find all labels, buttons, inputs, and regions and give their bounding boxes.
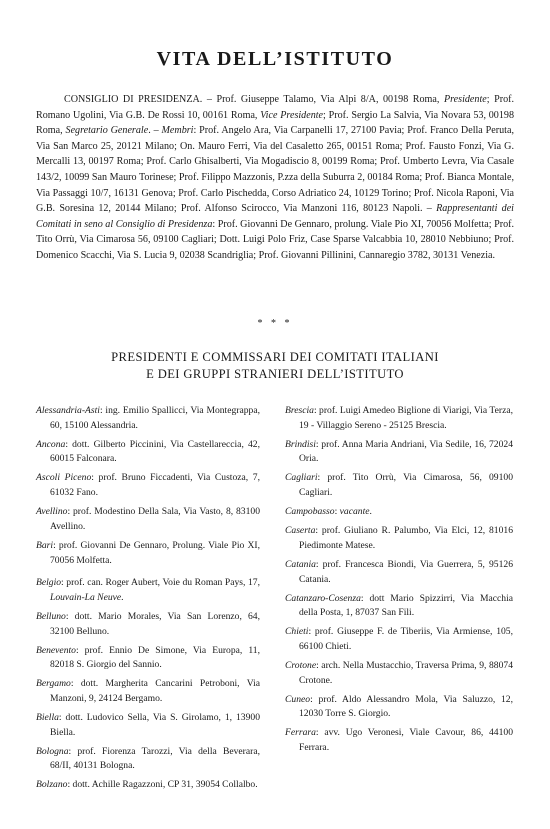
committees-left-column bbox=[36, 404, 260, 797]
text-segment: ; Prof. Sergio La Salvia, Via Novara 53, 00198 Roma, bbox=[36, 109, 514, 137]
committee-city: Catania bbox=[285, 558, 316, 570]
italic-text-segment: Presidente bbox=[443, 94, 487, 105]
text-segment: CONSIGLIO DI PRESIDENZA. – Prof. Giuseppe Talamo, Via Alpi 8/A, 00198 Roma, bbox=[64, 94, 444, 105]
text-segment: : dott. Achille Ragazzoni, CP 31, 39054 Collalbo. bbox=[67, 779, 258, 791]
section-subtitle bbox=[0, 349, 550, 383]
committee-entry bbox=[36, 778, 260, 793]
text-segment: : prof. Aldo Alessandro Mola, Via Saluzzo, 12, 12030 Torre S. Giorgio. bbox=[299, 693, 513, 720]
committee-entry bbox=[36, 644, 260, 673]
committee-entry bbox=[36, 610, 260, 639]
italic-text-segment: Rappresentanti dei Comitati in seno al Consiglio di Presidenza bbox=[36, 203, 514, 230]
subtitle-line-1: PRESIDENTI E COMMISSARI DEI COMITATI ITALIANI bbox=[111, 350, 439, 364]
text-segment: : bbox=[334, 506, 340, 518]
committee-city: Brindisi bbox=[285, 438, 316, 450]
committee-city: Bologna bbox=[36, 745, 69, 757]
committee-entry bbox=[36, 438, 260, 467]
text-segment: . bbox=[369, 506, 372, 518]
committee-city: Brescia bbox=[285, 405, 314, 416]
italic-text-segment: vacante bbox=[339, 506, 370, 518]
section-separator: * * * bbox=[257, 318, 293, 329]
committee-city: Caserta bbox=[285, 525, 316, 537]
committee-entry bbox=[285, 659, 513, 688]
committees-right-column bbox=[285, 404, 513, 760]
text-segment: : arch. Nella Mustacchio, Traversa Prima, 9, 88074 Crotone. bbox=[299, 659, 513, 686]
text-segment: : prof. Modestino Della Sala, Via Vasto, 8, 83100 Avellino. bbox=[50, 506, 260, 532]
text-segment: : prof. Anna Maria Andriani, Via Sedile, 16, 72024 Oria. bbox=[299, 438, 513, 465]
committee-entry bbox=[36, 539, 260, 568]
committee-city: Ascoli Piceno bbox=[36, 472, 92, 484]
page-title: VITA DELL’ISTITUTO bbox=[156, 48, 394, 70]
text-segment: : Prof. Angelo Ara, Via Carpanelli 17, 27100 Pavia; Prof. Franco Della Peruta, Via San Marco 25, 20121 Milano; On. Mauro Ferri, Via del Casaletto 265, 00151 Roma; Prof. Fausto Fonzi, Via G. Mercalli 13, 00197 Roma; Prof. Carlo Ghisalberti, Via Mogadiscio 8, 00199 Roma; Prof. Umberto Levra, Via Casale 143/2, 10099 San Mauro Torinese; Prof. Filippo Mazzonis, P.zza della Suburra 2, 00184 Roma; Prof. Bianca Montale, Via Passaggi 10/7, 16131 Genova; Prof. Carlo Pischedda, Corso Adriatico 24, 10129 Torino; Prof. Nicola Raponi, Via G.B. Soresina 12, 20144 Milano; Prof. Alfonso Scirocco, Via Manzoni 116, 80123 Napoli. – bbox=[36, 125, 514, 215]
committee-entry bbox=[36, 404, 260, 433]
committee-city: Belgio bbox=[36, 577, 62, 589]
italic-text-segment: Louvain-La Neuve bbox=[50, 591, 122, 603]
italic-text-segment: Segretario Generale bbox=[65, 125, 149, 137]
text-segment: : prof. can. Roger Aubert, Voie du Roman Pays, 17, bbox=[61, 577, 260, 589]
text-segment: : dott. Gilberto Piccinini, Via Castellareccia, 42, 60015 Falconara. bbox=[50, 438, 260, 465]
text-segment: : prof. Fiorenza Tarozzi, Via della Beverara, 68/II, 40131 Bologna. bbox=[50, 745, 260, 772]
committee-city: Biella bbox=[36, 712, 59, 724]
committee-city: Catanzaro-Cosenza bbox=[285, 592, 361, 604]
subtitle-line-2: E DEI GRUPPI STRANIERI DELL’ISTITUTO bbox=[146, 367, 404, 381]
text-segment: : prof. Bruno Ficcadenti, Via Custoza, 7, 61032 Fano. bbox=[50, 472, 260, 499]
committee-city: Benevento bbox=[36, 644, 76, 656]
committee-entry bbox=[36, 576, 260, 605]
committee-city: Chieti bbox=[285, 626, 309, 638]
committee-city: Ferrara bbox=[285, 727, 316, 739]
text-segment: : prof. Tito Orrù, Via Cimarosa, 56, 09100 Cagliari. bbox=[299, 472, 513, 499]
committee-entry bbox=[36, 745, 260, 774]
committee-entry bbox=[36, 711, 260, 740]
text-segment: ; Prof. Romano Ugolini, Via G.B. De Rossi 10, 00161 Roma, bbox=[36, 94, 514, 121]
committee-city: Crotone bbox=[285, 659, 317, 671]
text-segment: : dott Mario Spizzirri, Via Macchia della Posta, 1, 87037 San Fili. bbox=[299, 592, 513, 619]
committee-city: Cagliari bbox=[285, 472, 318, 484]
italic-text-segment: Vice Presidente bbox=[260, 109, 324, 121]
text-segment: . – bbox=[148, 125, 162, 137]
committee-city: Ancona bbox=[36, 438, 66, 450]
text-segment: : dott. Margherita Cancarini Petroboni, Via Manzoni, 9, 24124 Bergamo. bbox=[50, 678, 260, 705]
committee-city: Cuneo bbox=[285, 693, 311, 705]
committee-entry bbox=[285, 471, 513, 500]
committee-entry bbox=[36, 505, 260, 534]
committee-city: Campobasso bbox=[285, 506, 335, 518]
text-segment: : prof. Ennio De Simone, Via Europa, 11, 82018 S. Giorgio del Sannio. bbox=[50, 644, 260, 671]
committee-entry bbox=[285, 558, 513, 587]
text-segment: : ing. Emilio Spallicci, Via Montegrappa, 60, 15100 Alessandria. bbox=[50, 405, 260, 431]
council-paragraph bbox=[36, 92, 514, 264]
text-segment: : dott. Ludovico Sella, Via S. Girolamo, 1, 13900 Biella. bbox=[50, 712, 260, 738]
committee-entry bbox=[285, 404, 513, 433]
text-segment: : prof. Giuliano R. Palumbo, Via Elci, 12, 81016 Piedimonte Matese. bbox=[299, 525, 513, 551]
committee-entry bbox=[285, 693, 513, 722]
text-segment: : avv. Ugo Veronesi, Viale Cavour, 86, 44100 Ferrara. bbox=[299, 727, 513, 754]
italic-text-segment: Membri bbox=[161, 125, 194, 137]
committee-city: Bergamo bbox=[36, 678, 71, 690]
committee-city: Avellino bbox=[36, 506, 68, 518]
text-segment: : prof. Giovanni De Gennaro, Prolung. Viale Pio XI, 70056 Molfetta. bbox=[50, 539, 260, 566]
text-segment: : prof. Giuseppe F. de Tiberiis, Via Armiense, 105, 66100 Chieti. bbox=[299, 626, 513, 652]
committee-city: Bolzano bbox=[36, 779, 68, 791]
committee-entry bbox=[285, 625, 513, 654]
text-segment: . bbox=[121, 591, 124, 603]
committee-city: Belluno bbox=[36, 610, 66, 622]
text-segment: : prof. Luigi Amedeo Biglione di Viarigi, Via Terza, 19 - Villaggio Sereno - 25125 Brescia. bbox=[299, 405, 513, 431]
committee-city: Bari bbox=[36, 539, 54, 551]
committee-entry bbox=[36, 677, 260, 706]
committee-city: Alessandria-Asti bbox=[36, 405, 100, 416]
text-segment: : dott. Mario Morales, Via San Lorenzo, 64, 32100 Belluno. bbox=[50, 610, 260, 637]
committee-entry bbox=[285, 592, 513, 621]
committee-entry bbox=[285, 726, 513, 755]
text-segment: : prof. Francesca Biondi, Via Guerrera, 5, 95126 Catania. bbox=[299, 558, 513, 585]
text-segment: : Prof. Giovanni De Gennaro, prolung. Viale Pio XI, 70056 Molfetta; Prof. Tito Orrù, Via Cimarosa 56, 09100 Cagliari; Dott. Luigi Polo Friz, Case Sparse Valcabbia 10, 28010 Nebbiuno; Prof. Domenico Scacchi, Via S. Lucia 9, 02038 Scandriglia; Prof. Giovanni Pillinini, Cannaregio 3782, 30131 Venezia. bbox=[36, 218, 514, 261]
committee-entry bbox=[285, 524, 513, 553]
committee-entry bbox=[285, 438, 513, 467]
committee-entry bbox=[36, 471, 260, 500]
committee-entry bbox=[285, 505, 513, 520]
